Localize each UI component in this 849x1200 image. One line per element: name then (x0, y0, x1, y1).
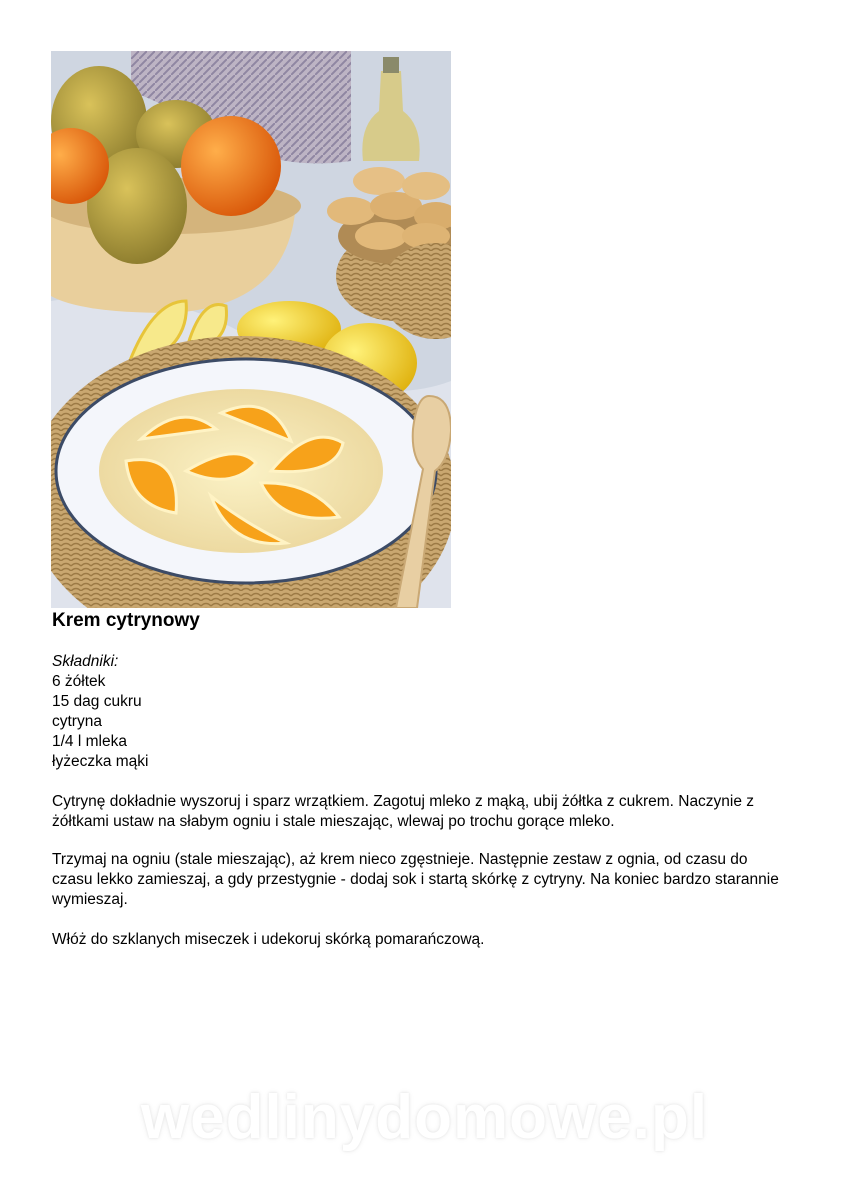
instruction-paragraph: Trzymaj na ogniu (stale mieszając), aż krem nieco zgęstnieje. Następnie zestaw z ognia, od czasu do czasu lekko zamieszaj, a gdy przestygnie - dodaj sok i startą skórkę z cytryny. Na koniec bardzo starannie wymieszaj. (52, 851, 779, 908)
instruction-paragraph: Włóż do szklanych miseczek i udekoruj skórką pomarańczową. (52, 931, 485, 948)
ingredient-item: cytryna (52, 713, 102, 730)
dessert-photo (51, 51, 451, 608)
ingredient-item: 15 dag cukru (52, 693, 142, 710)
site-watermark: wedlinydomowe.pl (140, 1083, 709, 1152)
ingredient-item: 6 żółtek (52, 673, 106, 690)
instruction-paragraph: Cytrynę dokładnie wyszoruj i sparz wrzątkiem. Zagotuj mleko z mąką, ubij żółtka z cukrem. Naczynie z żółtkami ustaw na słabym ogniu i stale mieszając, wlewaj po trochu gorące mleko. (52, 793, 755, 830)
ingredient-item: 1/4 l mleka (52, 733, 127, 750)
ingredients-list (52, 672, 148, 772)
ingredient-item: łyżeczka mąki (52, 753, 149, 770)
ingredients-label: Składniki: (52, 653, 119, 670)
ingredients-section (52, 652, 148, 772)
recipe-title: Krem cytrynowy (52, 610, 200, 631)
